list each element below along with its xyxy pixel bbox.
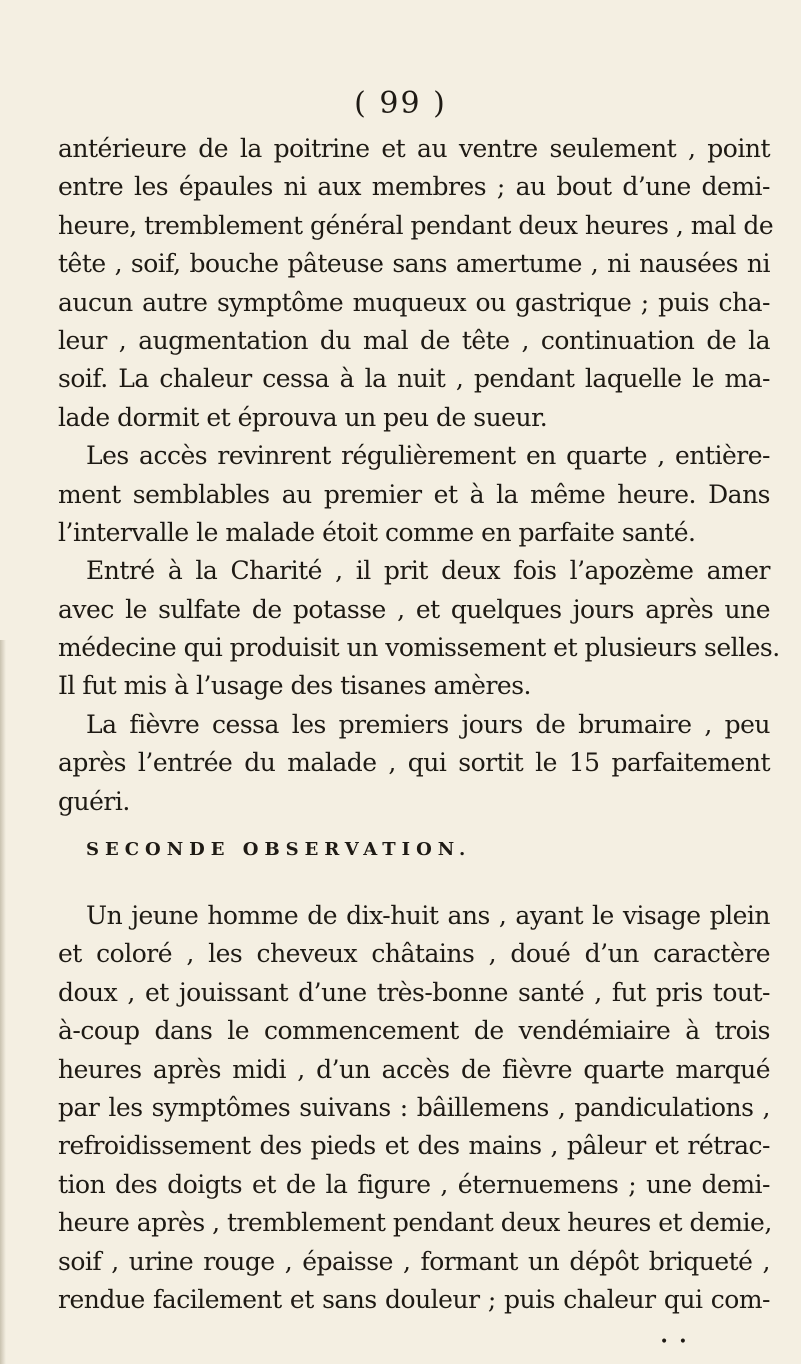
- text-line: heures après midi , d’un accès de fièvre quarte marqué: [58, 1054, 770, 1084]
- text-line: tion des doigts et de la figure , éternuemens ; une demi-: [58, 1169, 770, 1199]
- text-line: l’intervalle le malade étoit comme en parfaite santé.: [58, 517, 696, 547]
- text-line: avec le sulfate de potasse , et quelques jours après une: [58, 594, 770, 624]
- text-line: entre les épaules ni aux membres ; au bout d’une demi-: [58, 172, 770, 202]
- text-line: soif , urine rouge , épaisse , formant un dépôt briqueté ,: [58, 1246, 770, 1276]
- text-line: par les symptômes suivans : bâillemens , pandiculations ,: [58, 1092, 770, 1122]
- text-line: heure, tremblement général pendant deux heures , mal de: [58, 210, 774, 240]
- text-line: à-coup dans le commencement de vendémiaire à trois: [58, 1016, 770, 1046]
- text-line: et coloré , les cheveux châtains , doué d’un caractère: [58, 939, 770, 969]
- text-line: heure après , tremblement pendant deux heures et demie,: [58, 1208, 772, 1238]
- text-line: La fièvre cessa les premiers jours de brumaire , peu: [86, 709, 770, 739]
- text-line: lade dormit et éprouva un peu de sueur.: [58, 402, 548, 432]
- signature-mark: • •: [660, 1334, 690, 1350]
- text-line: Il fut mis à l’usage des tisanes amères.: [58, 671, 531, 701]
- text-line: ment semblables au premier et à la même heure. Dans: [58, 479, 770, 509]
- text-line: antérieure de la poitrine et au ventre seulement , point: [58, 134, 770, 163]
- text-line: soif. La chaleur cessa à la nuit , pendant laquelle le ma-: [58, 364, 770, 394]
- text-line: doux , et jouissant d’une très-bonne santé , fut pris tout-: [58, 977, 770, 1007]
- text-line: leur , augmentation du mal de tête , continuation de la: [58, 325, 770, 355]
- text-line: après l’entrée du malade , qui sortit le 15 parfaitement: [58, 748, 770, 778]
- text-line: guéri.: [58, 786, 130, 816]
- text-line: rendue facilement et sans douleur ; puis chaleur qui com-: [58, 1284, 770, 1314]
- text-line: tête , soif, bouche pâteuse sans amertume , ni nausées ni: [58, 249, 770, 279]
- page-number: ( 99 ): [354, 86, 447, 121]
- text-line: Un jeune homme de dix-huit ans , ayant le visage plein: [86, 901, 770, 931]
- text-line: médecine qui produisit un vomissement et plusieurs selles.: [58, 633, 780, 663]
- text-line: Entré à la Charité , il prit deux fois l’apozème amer: [86, 556, 770, 586]
- text-line: refroidissement des pieds et des mains , pâleur et rétrac-: [58, 1131, 770, 1161]
- text-line: aucun autre symptôme muqueux ou gastrique ; puis cha-: [58, 287, 770, 317]
- page-edge-shadow: [0, 640, 6, 1364]
- section-heading: SECONDE OBSERVATION.: [86, 839, 472, 861]
- page-body: [58, 130, 780, 1319]
- text-line: Les accès revinrent régulièrement en quarte , entière-: [86, 441, 770, 471]
